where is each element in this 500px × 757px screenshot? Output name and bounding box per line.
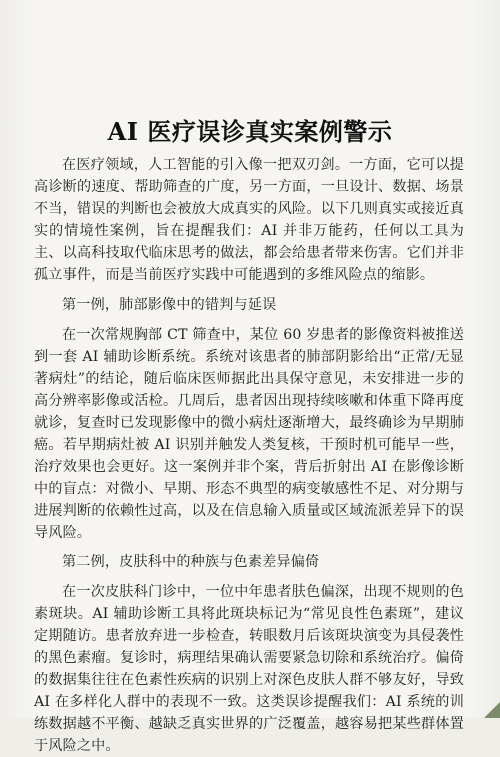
corner-decoration: [484, 702, 500, 718]
case-two-heading: 第二例，皮肤科中的种族与色素差异偏倚: [62, 554, 320, 570]
document-title: AI 医疗误诊真实案例警示: [107, 117, 393, 146]
intro-paragraph: 在医疗领域，人工智能的引入像一把双刃剑。一方面，它可以提高诊断的速度、帮助筛查的广度，另一方面，一旦设计、数据、场景不当，错误的判断也会被放大成真实的风险。以下几则真实或接近真实的情境性案例，旨在提醒我们：AI 并非万能药，任何以工具为主、以高科技取代临床思考的做法，都会给患者带来伤害。它们并非孤立事件，而是当前医疗实践中可能遇到的多维风险点的缩影。: [34, 157, 464, 283]
document-body: [34, 154, 464, 757]
case-one-heading: 第一例，肺部影像中的错判与延误: [62, 297, 277, 313]
case-two-paragraph: 在一次皮肤科门诊中，一位中年患者肤色偏深，出现不规则的色素斑块。AI 辅助诊断工具将此斑块标记为“常见良性色素斑”，建议定期随访。患者放弃进一步检查，转眼数月后该斑块演变为具侵袭性的黑色素瘤。复诊时，病理结果确认需要紧急切除和系统治疗。偏倚的数据集往往在色素性疾病的识别上对深色皮肤人群不够友好，导致 AI 在多样化人群中的表现不一致。这类误诊提醒我们：AI 系统的训练数据越不平衡、越缺乏真实世界的广泛覆盖，越容易把某些群体置于风险之中。: [34, 584, 464, 754]
case-one-paragraph: 在一次常规胸部 CT 筛查中，某位 60 岁患者的影像资料被推送到一套 AI 辅助诊断系统。系统对该患者的肺部阴影给出“正常/无显著病灶”的结论，随后临床医师据此出具保守意见，未安排进一步的高分辨率影像或活检。几周后，患者因出现持续咳嗽和体重下降再度就诊，复查时已发现影像中的微小病灶逐渐增大，最终确诊为早期肺癌。若早期病灶被 AI 识别并触发人类复核，干预时机可能早一些，治疗效果也会更好。这一案例并非个案，背后折射出 AI 在影像诊断中的盲点：对微小、早期、形态不典型的病变敏感性不足、对分期与进展判断的依赖性过高，以及在信息输入质量或区域流派差异下的误导风险。: [34, 327, 464, 541]
